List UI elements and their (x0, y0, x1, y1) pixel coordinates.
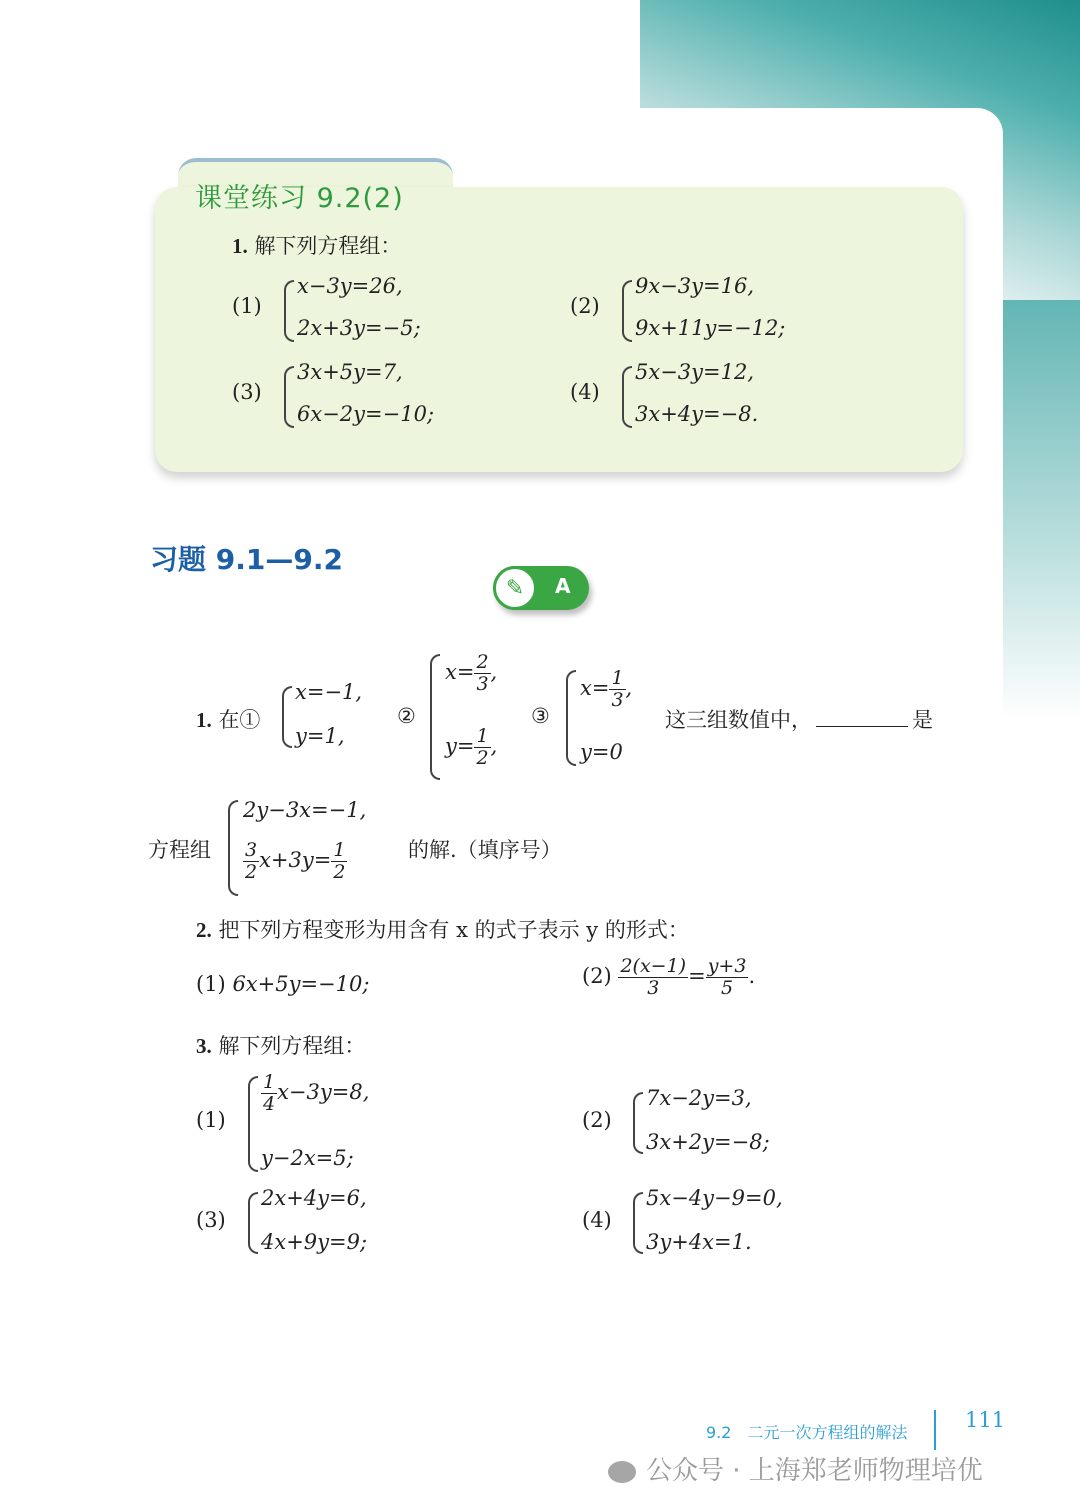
brace (633, 1192, 643, 1254)
equation: x−3y=26, (297, 274, 403, 298)
circle-mark: ③ (531, 704, 550, 728)
brace (633, 1092, 643, 1154)
equation: 6x−2y=−10; (297, 402, 435, 426)
system-eq1: 2y−3x=−1, (243, 798, 367, 822)
candidate-3-x: x= $\frac{1}{3}$ , (580, 667, 633, 711)
equation: 9x−3y=16, (635, 274, 755, 298)
system-end: 的解.（填序号） (408, 838, 562, 862)
practice-q1: 1. 解下列方程组： (232, 234, 402, 258)
q1-middle-text: 这三组数值中， 是 (665, 708, 933, 732)
exercise-q3: 3. 解下列方程组： (196, 1034, 366, 1058)
q3-item-label: (1) (196, 1108, 226, 1132)
equation: 7x−2y=3, (646, 1086, 752, 1110)
exercise-q2: 2. 把下列方程变形为用含有 x 的式子表示 y 的形式： (196, 918, 689, 942)
q3-item-label: (4) (582, 1208, 612, 1232)
brace (228, 800, 238, 896)
practice-item-label: (2) (570, 294, 600, 318)
equation: 3x+4y=−8. (635, 402, 759, 426)
equation: 5x−4y−9=0, (646, 1186, 783, 1210)
candidate-2-y: y= $\frac{1}{2}$ , (445, 725, 498, 769)
candidate-1-y: y=1, (295, 724, 345, 748)
brace (284, 366, 294, 428)
brace (622, 280, 632, 342)
watermark: 公众号 · 上海郑老师物理培优 (608, 1450, 983, 1487)
practice-title: 课堂练习 9.2(2) (195, 183, 404, 214)
exercise-q1-lead: 1. 在① (196, 708, 261, 732)
candidate-2-x: x= $\frac{2}{3}$ , (445, 651, 498, 695)
footer-divider (934, 1410, 936, 1450)
section-title: 习题 9.1—9.2 (150, 543, 343, 576)
equation: 3x+2y=−8; (646, 1130, 770, 1154)
equation: 4x+9y=9; (261, 1230, 368, 1254)
chapter-label: 9.2 二元一次方程组的解法 (706, 1423, 908, 1442)
brace (622, 366, 632, 428)
equation: 2x+4y=6, (261, 1186, 367, 1210)
practice-item-label: (1) (232, 294, 262, 318)
candidate-1-x: x=−1, (295, 680, 363, 704)
practice-item-label: (4) (570, 380, 600, 404)
equation: 5x−3y=12, (635, 360, 755, 384)
equation: y−2x=5; (261, 1146, 354, 1170)
brace (566, 670, 576, 766)
equation: 3x+5y=7, (297, 360, 403, 384)
equation: 9x+11y=−12; (635, 316, 786, 340)
q3-item-label: (2) (582, 1108, 612, 1132)
brace (430, 654, 440, 780)
circle-mark: ② (397, 704, 416, 728)
equation: 2x+3y=−5; (297, 316, 421, 340)
brace (282, 686, 292, 748)
practice-item-label: (3) (232, 380, 262, 404)
level-badge-label: A (555, 574, 571, 598)
q3-item-label: (3) (196, 1208, 226, 1232)
brace (248, 1192, 258, 1254)
q2-part-2: (2) $\frac{2(x-1)}{3}$ = $\frac{y+3}{5}$ . (582, 955, 756, 999)
wechat-icon (608, 1461, 636, 1483)
edge-decoration (1000, 300, 1080, 720)
system-eq2: $\frac{3}{2}$ x+3y= $\frac{1}{2}$ (245, 839, 346, 883)
brace (284, 280, 294, 342)
equation: $\frac{1}{4}$ x−3y=8, (263, 1071, 370, 1115)
brace (248, 1076, 258, 1172)
pencil-icon: ✎ (493, 566, 537, 610)
answer-blank[interactable] (816, 726, 908, 727)
page-number: 111 (965, 1408, 1006, 1432)
candidate-3-y: y=0 (580, 740, 623, 764)
equation: 3y+4x=1. (646, 1230, 752, 1254)
q2-part-1: (1) 6x+5y=−10; (196, 972, 370, 996)
system-lead: 方程组 (148, 838, 211, 862)
